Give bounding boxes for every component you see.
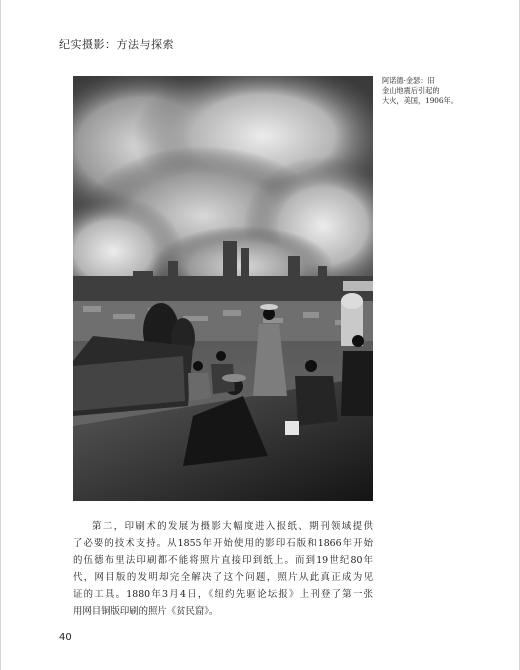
paragraph-line: 第二，印刷术的发展为摄影大幅度进入报纸、期刊领域提供 xyxy=(92,521,373,532)
caption-line: 阿诺德·金瑟：旧 xyxy=(382,76,435,85)
paragraph-line: 代，网目版的发明却完全解决了这个问题，照片从此真正成为见 xyxy=(73,572,373,583)
paragraph-line: 了必要的技术支持。从1855年开始使用的影印石版和1866年开始 xyxy=(73,538,373,549)
running-header: 纪实摄影：方法与探索 xyxy=(59,38,174,51)
body-paragraph xyxy=(73,518,373,620)
paragraph-line: 用网目铜版印刷的照片《贫民窟》。 xyxy=(73,606,219,617)
paragraph-line: 证的工具。1880年3月4日，《纽约先驱论坛报》上刊登了第一张 xyxy=(73,589,373,600)
photo-caption xyxy=(382,76,460,106)
paragraph-line: 的伍德布里法印刷都不能将照片直接印到纸上。而到19世纪80年 xyxy=(73,555,373,566)
caption-line: 大火，美国，1906年。 xyxy=(382,96,458,105)
caption-line: 金山地震后引起的 xyxy=(382,86,440,95)
earthquake-fire-photo xyxy=(73,76,373,501)
page-number: 40 xyxy=(59,632,72,643)
